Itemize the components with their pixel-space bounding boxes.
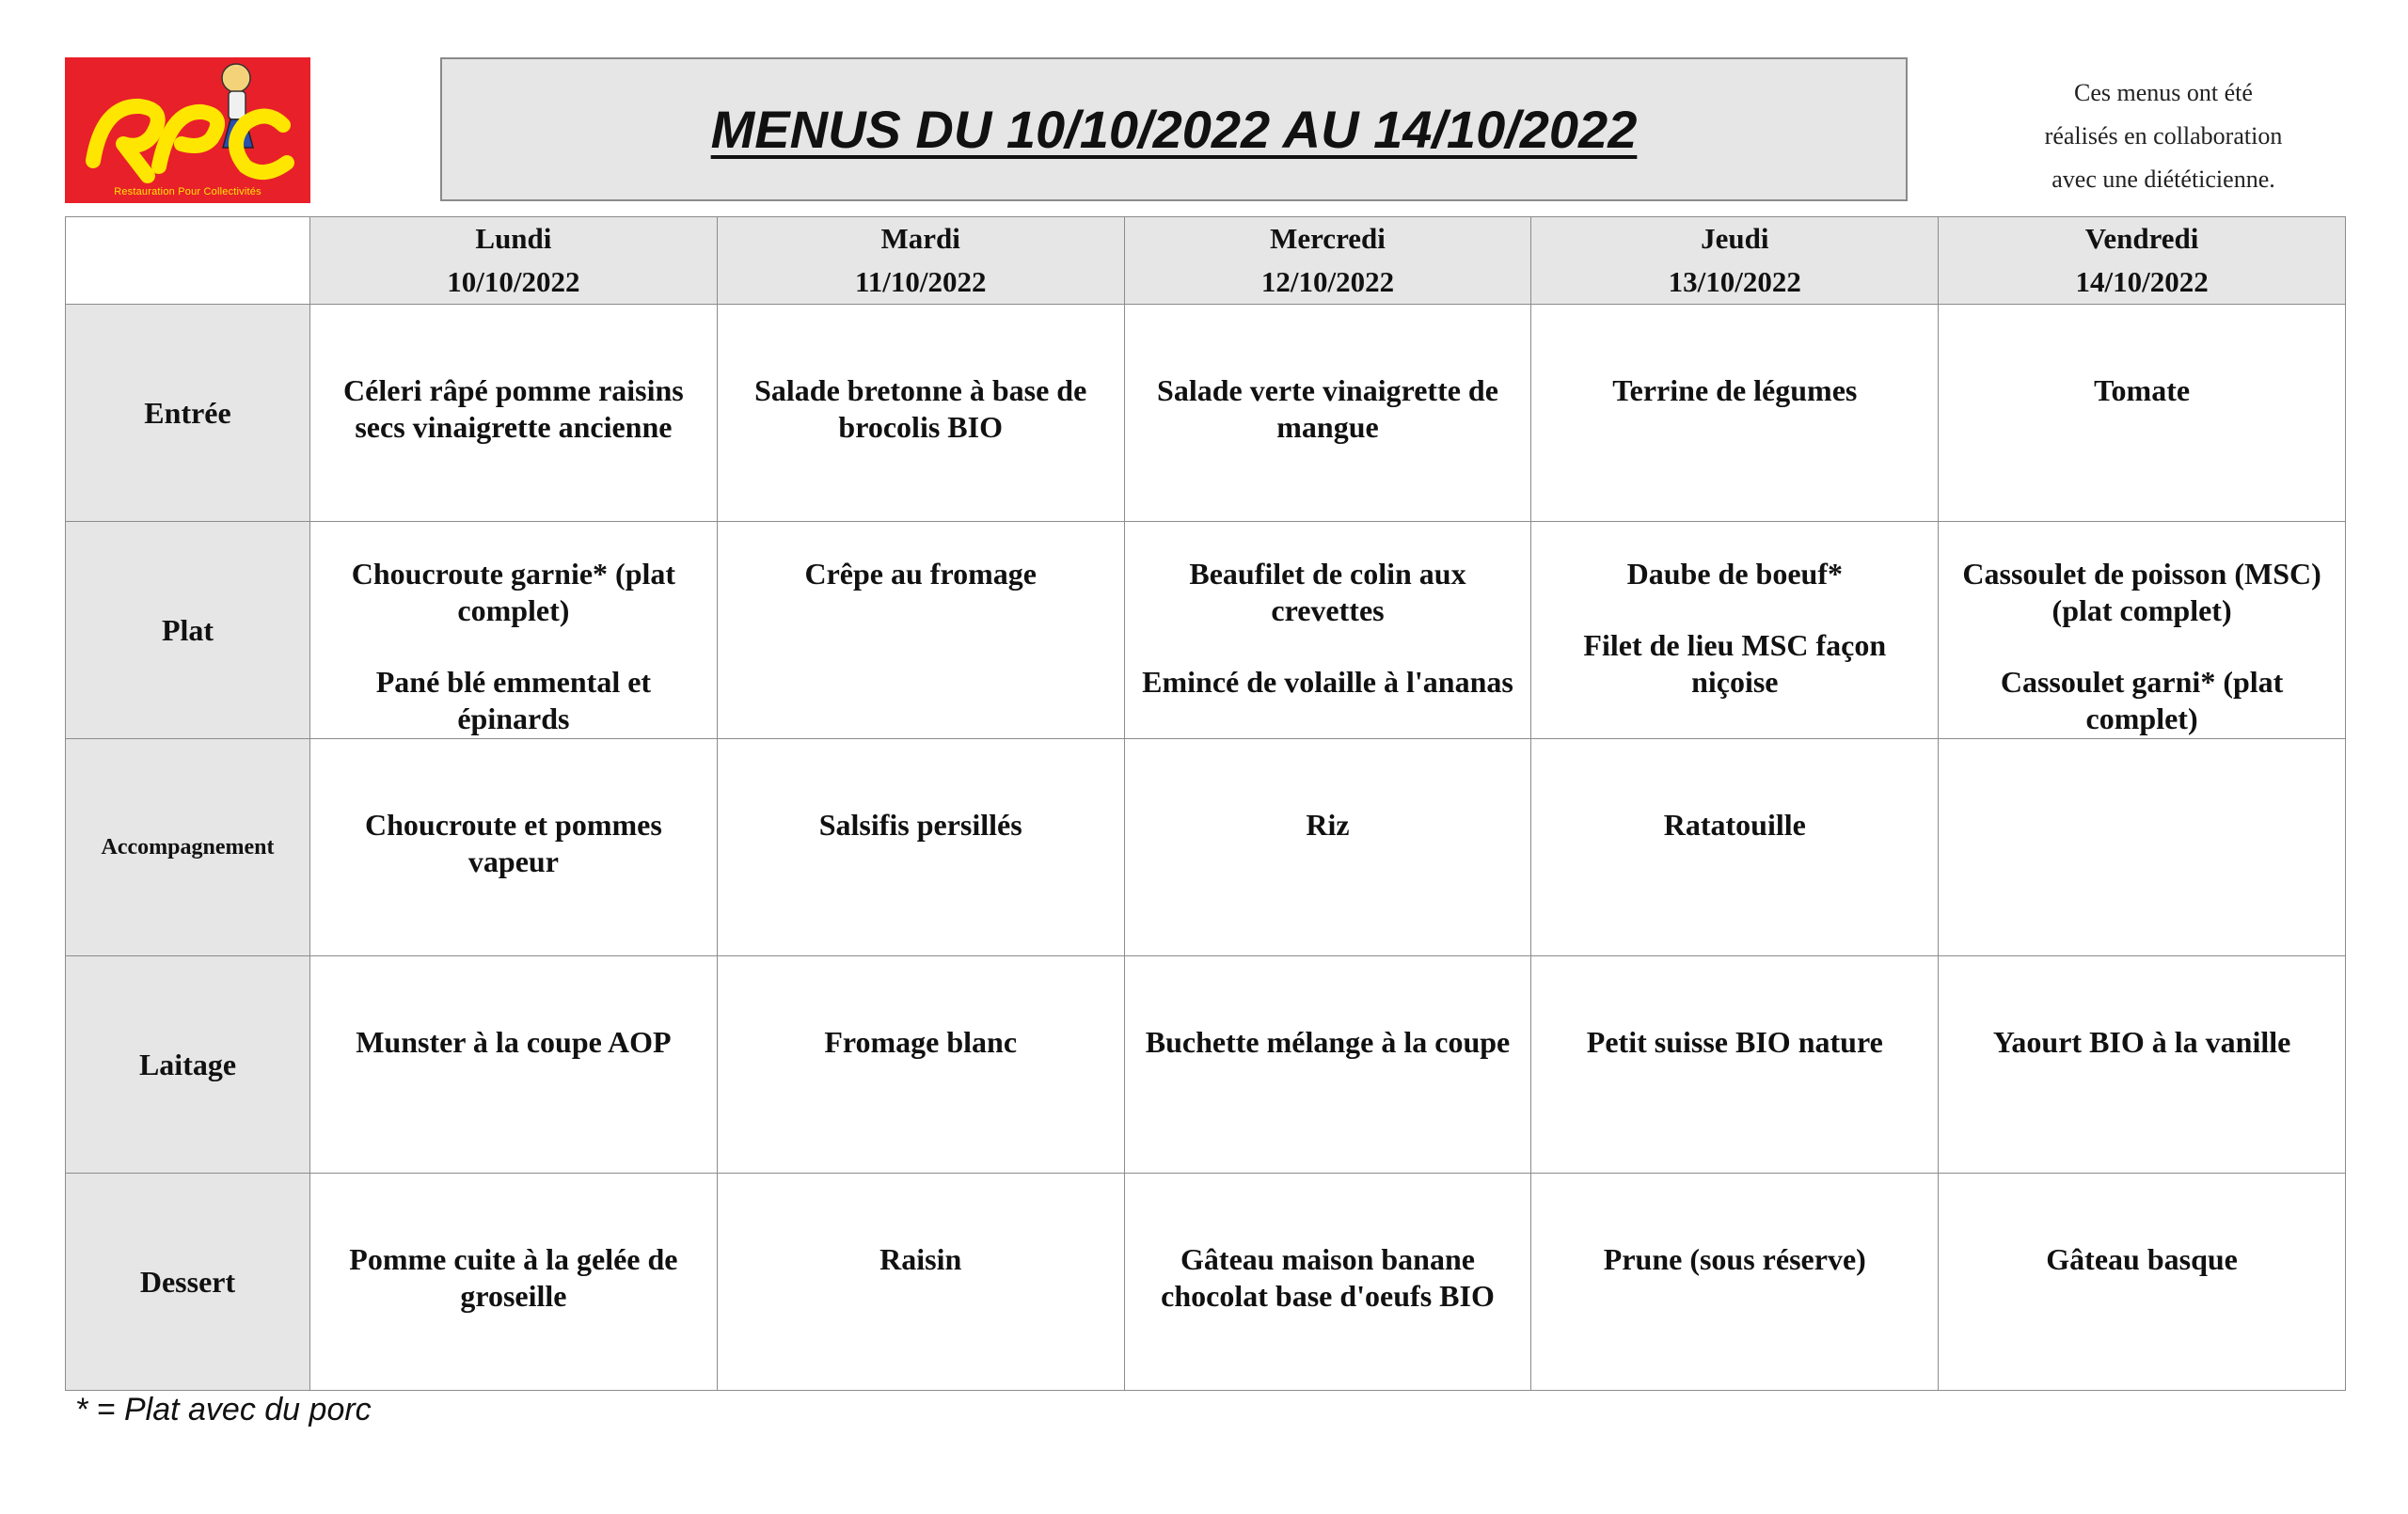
day-header-vendredi <box>1939 217 2346 305</box>
row-accompagnement <box>66 739 2346 956</box>
dish-alt: Cassoulet garni* (plat complet) <box>2000 665 2284 735</box>
dish: Riz <box>1306 808 1350 842</box>
menu-cell <box>717 739 1124 956</box>
menu-cell <box>717 1174 1124 1391</box>
dietitian-note <box>1966 71 2361 201</box>
dish: Gâteau basque <box>2046 1242 2238 1276</box>
menu-cell <box>1939 1174 2346 1391</box>
menu-cell <box>310 956 718 1174</box>
row-label-laitage: Laitage <box>66 956 310 1174</box>
menu-cell <box>1531 1174 1939 1391</box>
menu-cell <box>1124 1174 1531 1391</box>
dish-alt: Emincé de volaille à l'ananas <box>1142 665 1513 699</box>
menu-cell <box>1124 522 1531 739</box>
dish: Buchette mélange à la coupe <box>1145 1025 1511 1059</box>
row-laitage <box>66 956 2346 1174</box>
dish: Cassoulet de poisson (MSC) (plat complet) <box>1962 557 2321 627</box>
row-label-plat: Plat <box>66 522 310 739</box>
day-name: Vendredi <box>2084 222 2199 255</box>
dish: Salsifis persillés <box>818 808 1022 842</box>
rpc-logo <box>65 57 310 203</box>
dish: Petit suisse BIO nature <box>1586 1025 1883 1059</box>
day-date: 12/10/2022 <box>1260 265 1395 298</box>
row-label-entree: Entrée <box>66 305 310 522</box>
dish: Choucroute et pommes vapeur <box>364 808 662 878</box>
dish-alt: Filet de lieu MSC façon niçoise <box>1583 628 1887 699</box>
dish: Tomate <box>2094 373 2191 407</box>
menu-cell <box>1531 739 1939 956</box>
dish: Yaourt BIO à la vanille <box>1992 1025 2291 1059</box>
day-header-lundi <box>310 217 718 305</box>
row-plat <box>66 522 2346 739</box>
page-title: MENUS DU 10/10/2022 AU 14/10/2022 <box>710 100 1638 159</box>
corner-cell <box>66 217 310 305</box>
day-header-mercredi <box>1124 217 1531 305</box>
dish: Terrine de légumes <box>1612 373 1858 407</box>
row-entree <box>66 305 2346 522</box>
menu-cell <box>310 305 718 522</box>
dish: Munster à la coupe AOP <box>356 1025 672 1059</box>
note-line: Ces menus ont été <box>2074 79 2253 106</box>
title-box <box>440 57 1908 201</box>
dish-alt: Crêpe au fromage <box>804 557 1037 591</box>
day-name: Mardi <box>880 222 960 255</box>
menu-cell <box>1939 739 2346 956</box>
dish: Pomme cuite à la gelée de groseille <box>349 1242 678 1313</box>
day-header-jeudi <box>1531 217 1939 305</box>
menu-cell <box>1531 956 1939 1174</box>
menu-cell <box>1939 956 2346 1174</box>
dish: Céleri râpé pomme raisins secs vinaigrette ancienne <box>343 373 684 444</box>
menu-cell <box>1939 522 2346 739</box>
note-line: réalisés en collaboration <box>2044 122 2283 150</box>
dish: Salade verte vinaigrette de mangue <box>1157 373 1498 444</box>
day-date: 11/10/2022 <box>854 265 987 298</box>
menu-table <box>65 216 2346 1391</box>
dish: Daube de boeuf* <box>1626 557 1843 591</box>
menu-cell <box>717 522 1124 739</box>
dish: Fromage blanc <box>824 1025 1018 1059</box>
dish: Salade bretonne à base de brocolis BIO <box>754 373 1087 444</box>
menu-cell <box>310 739 718 956</box>
day-date: 10/10/2022 <box>447 265 580 298</box>
rpc-logo-mark <box>65 57 310 203</box>
menu-cell <box>1124 305 1531 522</box>
dish: Raisin <box>879 1242 962 1276</box>
dish: Gâteau maison banane chocolat base d'oeufs BIO <box>1161 1242 1495 1313</box>
note-line: avec une diététicienne. <box>2052 166 2275 193</box>
dish: Beaufilet de colin aux crevettes <box>1189 557 1466 627</box>
day-name: Lundi <box>475 222 552 255</box>
menu-cell <box>717 305 1124 522</box>
menu-cell <box>1531 522 1939 739</box>
day-date: 13/10/2022 <box>1668 265 1801 298</box>
menu-cell <box>310 522 718 739</box>
menu-cell <box>1124 956 1531 1174</box>
header-row <box>66 217 2346 305</box>
row-label-accompagnement: Accompagnement <box>66 739 310 956</box>
day-name: Jeudi <box>1701 222 1769 255</box>
dish-alt: Pané blé emmental et épinards <box>375 665 652 735</box>
dish: Ratatouille <box>1663 808 1806 842</box>
menu-cell <box>310 1174 718 1391</box>
menu-cell <box>1124 739 1531 956</box>
day-header-mardi <box>717 217 1124 305</box>
row-label-dessert: Dessert <box>66 1174 310 1391</box>
menu-cell <box>717 956 1124 1174</box>
pork-footnote: * = Plat avec du porc <box>75 1392 372 1427</box>
day-name: Mercredi <box>1270 222 1386 255</box>
day-date: 14/10/2022 <box>2075 265 2209 298</box>
menu-cell <box>1939 305 2346 522</box>
menu-cell <box>1531 305 1939 522</box>
dish: Choucroute garnie* (plat complet) <box>351 557 676 627</box>
row-dessert <box>66 1174 2346 1391</box>
dish: Prune (sous réserve) <box>1603 1242 1866 1276</box>
logo-caption: Restauration Pour Collectivités <box>114 186 261 197</box>
